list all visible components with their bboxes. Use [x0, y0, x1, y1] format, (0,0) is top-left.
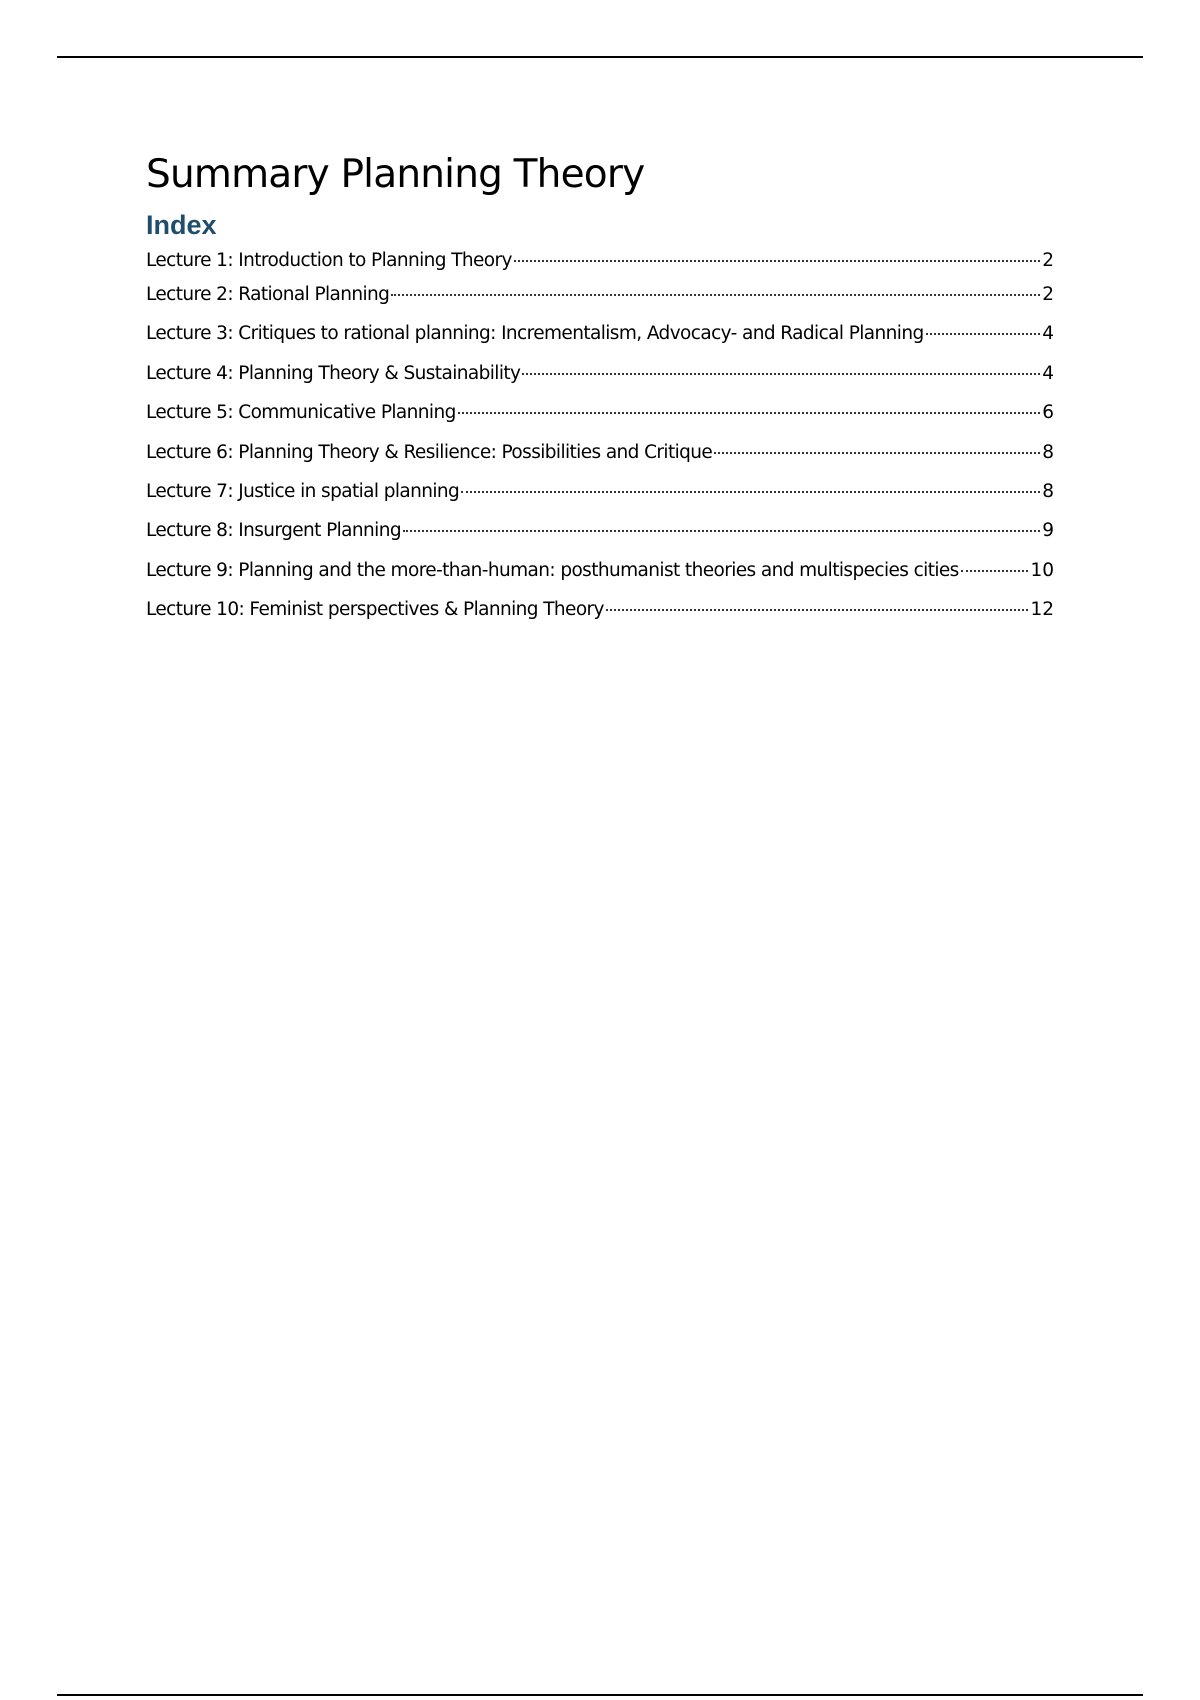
toc-entry-lecture-4[interactable]: [146, 359, 1054, 398]
document-title: Summary Planning Theory: [146, 152, 645, 197]
toc-dot-leader: [461, 491, 1040, 493]
toc-dot-leader: [522, 373, 1040, 375]
toc-entry-title: Lecture 2: Rational Planning: [146, 284, 390, 305]
toc-page-number: 12: [1030, 599, 1054, 621]
toc-dot-leader: [926, 333, 1041, 335]
toc-entry-title: Lecture 8: Insurgent Planning: [146, 520, 401, 542]
toc-dot-leader: [391, 294, 1040, 296]
bottom-rule: [57, 1694, 1143, 1696]
index-heading: Index: [146, 210, 217, 240]
toc-entry-lecture-3[interactable]: [146, 319, 1054, 358]
toc-page-number: 2: [1042, 250, 1054, 271]
toc-entry-title: Lecture 7: Justice in spatial planning: [146, 480, 460, 502]
toc-entry-lecture-10[interactable]: [146, 595, 1054, 634]
document-body: [146, 148, 1054, 635]
toc-entry-title: Lecture 9: Planning and the more-than-human: posthumanist theories and multispecies cities: [146, 559, 959, 581]
table-of-contents: [146, 246, 1054, 635]
toc-page-number: 4: [1042, 362, 1054, 384]
toc-entry-title: Lecture 3: Critiques to rational planning: Incrementalism, Advocacy- and Radical Planning: [146, 323, 924, 345]
toc-entry-lecture-9[interactable]: [146, 556, 1054, 595]
toc-page-number: 6: [1042, 402, 1054, 424]
toc-entry-lecture-8[interactable]: [146, 516, 1054, 555]
toc-dot-leader: [961, 570, 1029, 572]
toc-entry-lecture-5[interactable]: [146, 398, 1054, 437]
toc-entry-title: Lecture 5: Communicative Planning: [146, 402, 456, 424]
toc-dot-leader: [403, 530, 1040, 532]
toc-entry-title: Lecture 6: Planning Theory & Resilience: Possibilities and Critique: [146, 441, 713, 463]
toc-entry-lecture-6[interactable]: [146, 438, 1054, 477]
toc-entry-title: Lecture 1: Introduction to Planning Theory: [146, 250, 512, 271]
toc-entry-lecture-2[interactable]: [146, 280, 1054, 319]
toc-dot-leader: [458, 412, 1040, 414]
toc-page-number: 10: [1030, 559, 1054, 581]
toc-entry-lecture-1[interactable]: [146, 246, 1054, 280]
top-rule: [57, 56, 1143, 58]
toc-dot-leader: [606, 609, 1029, 611]
toc-page-number: 9: [1042, 520, 1054, 542]
toc-dot-leader: [714, 452, 1040, 454]
toc-page-number: 2: [1042, 284, 1054, 305]
toc-page-number: 8: [1042, 441, 1054, 463]
toc-entry-title: Lecture 10: Feminist perspectives & Planning Theory: [146, 599, 604, 621]
toc-page-number: 4: [1042, 323, 1054, 345]
toc-entry-title: Lecture 4: Planning Theory & Sustainability: [146, 362, 521, 384]
toc-page-number: 8: [1042, 480, 1054, 502]
toc-entry-lecture-7[interactable]: [146, 477, 1054, 516]
toc-dot-leader: [514, 260, 1040, 262]
